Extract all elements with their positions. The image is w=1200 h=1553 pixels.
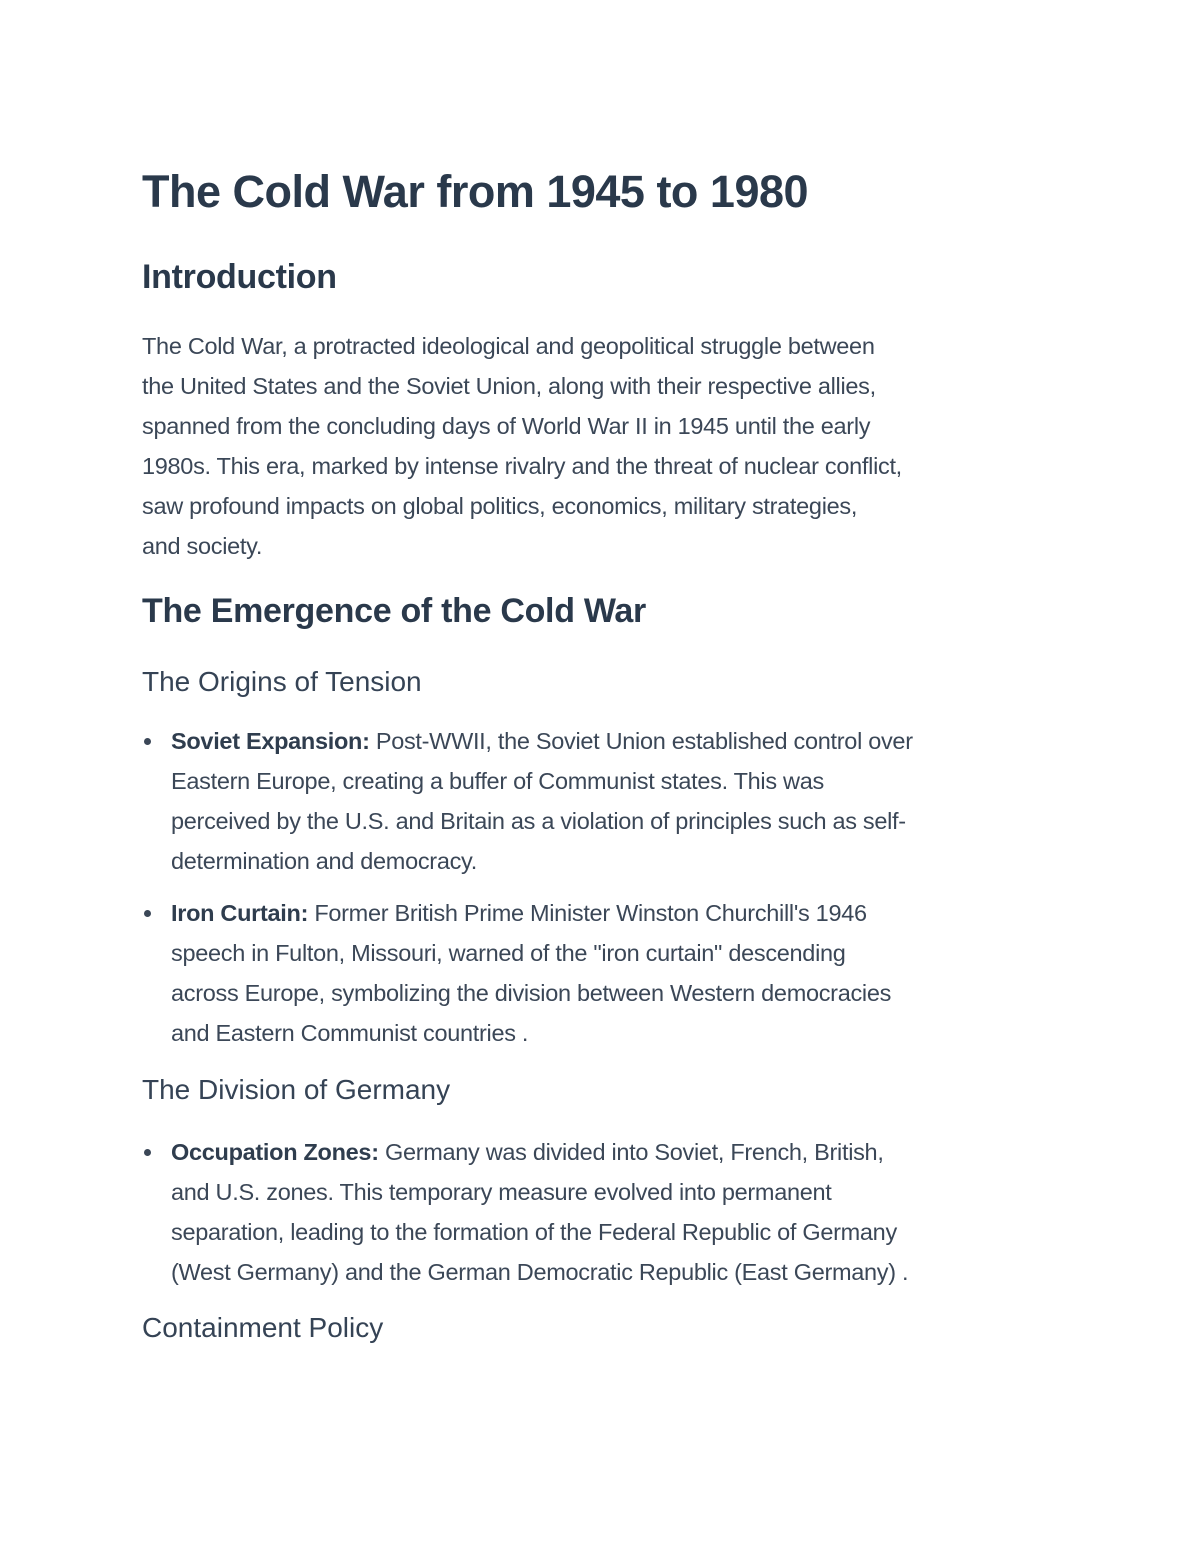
list-item-line: across Europe, symbolizing the division between Western democracies xyxy=(171,980,892,1006)
section-heading-emergence: The Emergence of the Cold War xyxy=(142,592,646,630)
paragraph-line: The Cold War, a protracted ideological and geopolitical struggle between xyxy=(142,333,875,359)
list-item-line: Eastern Europe, creating a buffer of Communist states. This was xyxy=(171,768,824,794)
list-item-text: Germany was divided into Soviet, French, British, xyxy=(378,1139,884,1165)
document-title: The Cold War from 1945 to 1980 xyxy=(142,166,809,217)
list-item-line: and Eastern Communist countries . xyxy=(171,1020,529,1046)
list-item-first-line xyxy=(171,1132,1072,1172)
list-item-soviet-expansion xyxy=(142,721,1072,881)
subsection-heading-division-of-germany: The Division of Germany xyxy=(142,1074,451,1105)
paragraph-line: saw profound impacts on global politics, economics, military strategies, xyxy=(142,493,858,519)
list-item-term: Occupation Zones: xyxy=(171,1139,379,1165)
paragraph-line: spanned from the concluding days of World War II in 1945 until the early xyxy=(142,413,871,439)
list-item-term: Soviet Expansion: xyxy=(171,728,370,754)
section-heading-introduction: Introduction xyxy=(142,258,337,296)
list-item-line: separation, leading to the formation of the Federal Republic of Germany xyxy=(171,1219,897,1245)
list-item-text: Post-WWII, the Soviet Union established control over xyxy=(369,728,913,754)
paragraph-line: 1980s. This era, marked by intense rivalry and the threat of nuclear conflict, xyxy=(142,453,902,479)
list-item-line: (West Germany) and the German Democratic Republic (East Germany) . xyxy=(171,1259,909,1285)
subsection-heading-containment-policy: Containment Policy xyxy=(142,1312,384,1343)
list-item-iron-curtain xyxy=(142,893,1072,1053)
list-item-line: and U.S. zones. This temporary measure evolved into permanent xyxy=(171,1179,832,1205)
germany-bullet-list xyxy=(142,1132,1072,1304)
list-item-line: determination and democracy. xyxy=(171,848,477,874)
list-item-term: Iron Curtain: xyxy=(171,900,309,926)
list-item-line: speech in Fulton, Missouri, warned of the "iron curtain" descending xyxy=(171,940,846,966)
origins-bullet-list xyxy=(142,721,1072,1065)
bullet-icon xyxy=(144,738,151,745)
list-item-first-line xyxy=(171,893,1072,933)
subsection-heading-origins: The Origins of Tension xyxy=(142,666,422,697)
bullet-icon xyxy=(144,910,151,917)
list-item-occupation-zones xyxy=(142,1132,1072,1292)
paragraph-line: the United States and the Soviet Union, along with their respective allies, xyxy=(142,373,876,399)
paragraph-line: and society. xyxy=(142,533,263,559)
bullet-icon xyxy=(144,1149,151,1156)
list-item-line: perceived by the U.S. and Britain as a violation of principles such as self- xyxy=(171,808,906,834)
list-item-first-line xyxy=(171,721,1072,761)
list-item-text: Former British Prime Minister Winston Churchill's 1946 xyxy=(308,900,867,926)
introduction-paragraph xyxy=(142,326,1072,566)
